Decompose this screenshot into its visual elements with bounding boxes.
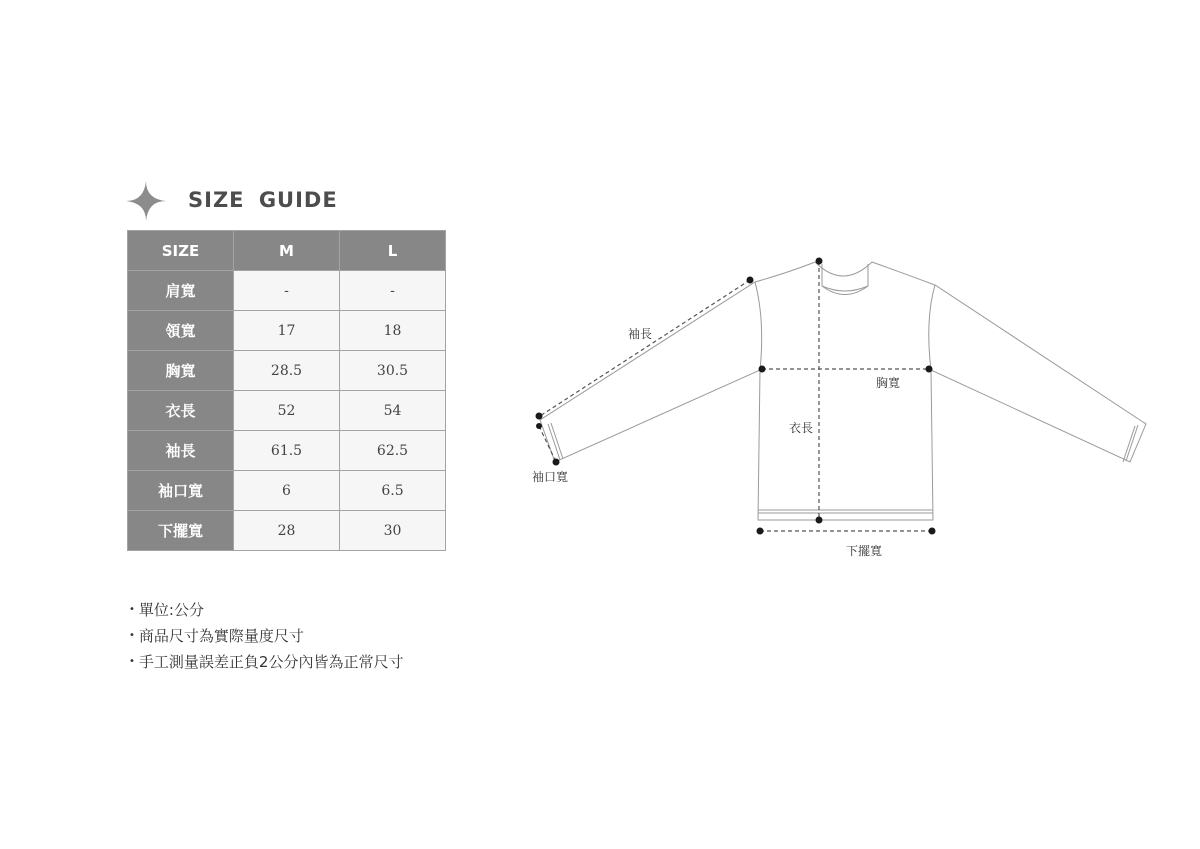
cell-m: 17	[234, 311, 340, 351]
row-label: 袖口寬	[128, 471, 234, 511]
note-item: • 商品尺寸為實際量度尺寸	[129, 627, 304, 645]
cell-l: 30.5	[340, 351, 446, 391]
row-label: 袖長	[128, 431, 234, 471]
row-label: 領寬	[128, 311, 234, 351]
cell-l: 30	[340, 511, 446, 551]
cell-l: 54	[340, 391, 446, 431]
note-text: 商品尺寸為實際量度尺寸	[138, 627, 304, 645]
cell-l: 18	[340, 311, 446, 351]
label-hem-width: 下擺寬	[846, 544, 883, 558]
row-label: 下擺寬	[128, 511, 234, 551]
note-item: • 單位:公分	[129, 601, 204, 619]
cell-m: 28.5	[234, 351, 340, 391]
cell-m: 61.5	[234, 431, 340, 471]
label-body-length: 衣長	[789, 421, 814, 435]
cell-m: 6	[234, 471, 340, 511]
page-title: SIZE GUIDE	[188, 188, 338, 212]
cell-m: 52	[234, 391, 340, 431]
shirt-outline	[540, 262, 1146, 520]
row-label: 肩寬	[128, 271, 234, 311]
column-header-size: SIZE	[128, 231, 234, 271]
row-label: 衣長	[128, 391, 234, 431]
label-chest-width: 胸寬	[876, 376, 901, 390]
cell-l: 6.5	[340, 471, 446, 511]
note-text: 單位:公分	[138, 601, 204, 619]
cell-l: 62.5	[340, 431, 446, 471]
cell-l: -	[340, 271, 446, 311]
measurement-lines	[539, 261, 932, 531]
column-header-l: L	[340, 231, 446, 271]
note-item: • 手工測量誤差正負2公分內皆為正常尺寸	[129, 653, 404, 671]
note-text: 手工測量誤差正負2公分內皆為正常尺寸	[138, 653, 404, 671]
cell-m: -	[234, 271, 340, 311]
measurement-points	[536, 258, 936, 535]
row-label: 胸寬	[128, 351, 234, 391]
column-header-m: M	[234, 231, 340, 271]
label-cuff-width: 袖口寬	[532, 470, 569, 484]
cell-m: 28	[234, 511, 340, 551]
label-sleeve-length: 袖長	[628, 327, 653, 341]
